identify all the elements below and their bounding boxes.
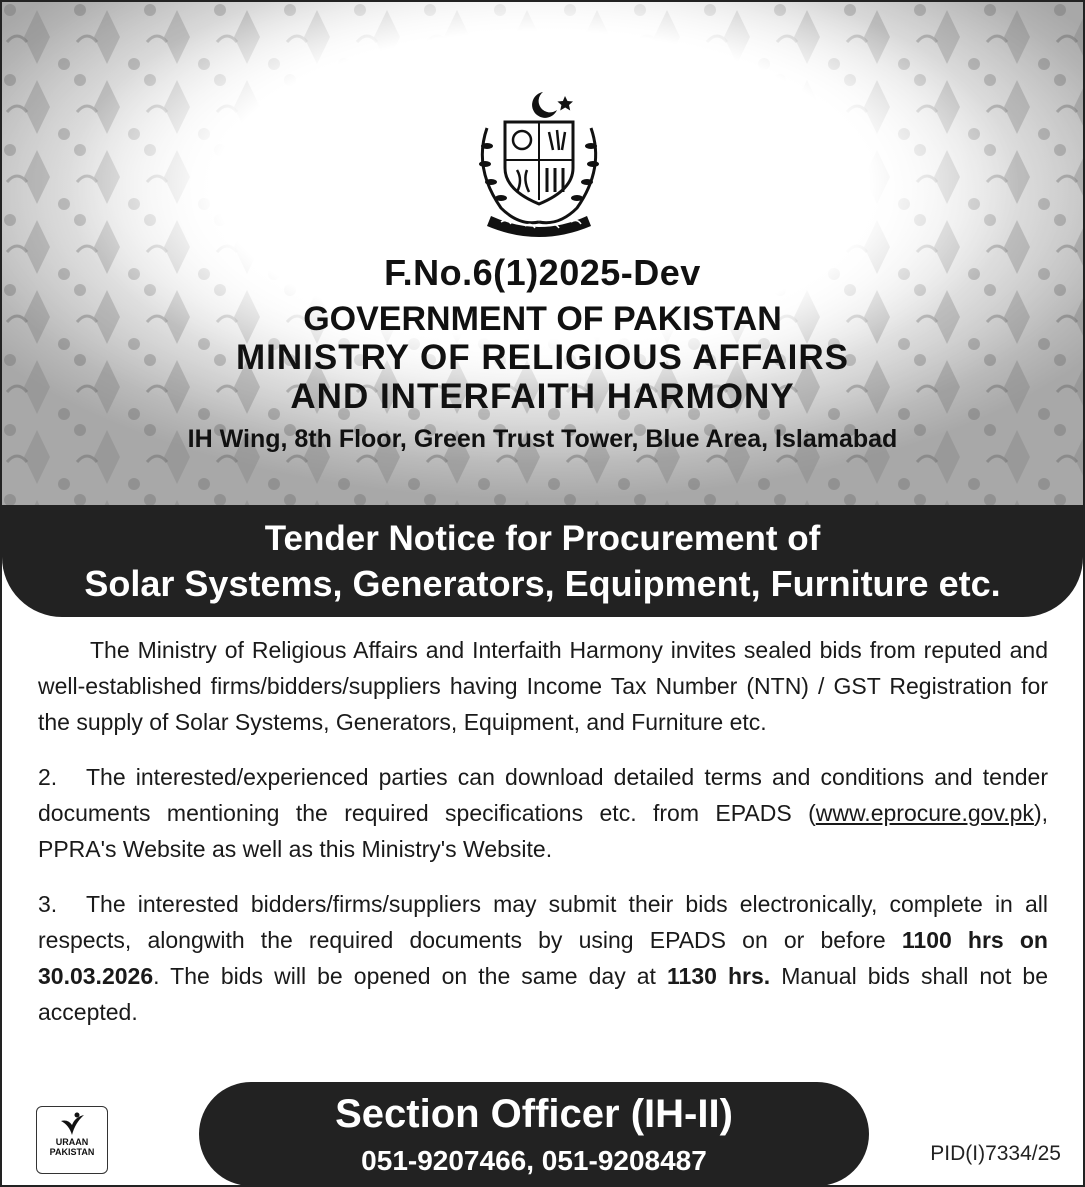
ministry-title-line1: MINISTRY OF RELIGIOUS AFFAIRS: [235, 338, 849, 377]
state-emblem: [465, 88, 613, 240]
paragraph-2-number: 2.: [38, 764, 58, 790]
uraan-pakistan-logo: [36, 1106, 108, 1174]
tender-title-banner: [2, 505, 1083, 617]
contact-phones: 051-9207466, 051-9208487: [361, 1145, 707, 1176]
paragraph-3: [38, 886, 1048, 1030]
paragraph-2-text: The interested/experienced parties can download detailed terms and conditions and tender documents mentioning the required specifications etc. from EPADS (: [38, 764, 1048, 826]
signatory-title: Section Officer (IH-II): [335, 1092, 733, 1136]
paragraph-3-text: The interested bidders/firms/suppliers may submit their bids electronically, complete in all respects, alongwith the required documents by using EPADS on or before: [38, 891, 1048, 953]
logo-text-line2: PAKISTAN: [49, 1147, 95, 1157]
paragraph-2: [38, 759, 1048, 867]
pid-number: PID(I)7334/25: [930, 1142, 1061, 1165]
tender-title-line2: Solar Systems, Generators, Equipment, Furniture etc.: [84, 563, 1001, 604]
bid-deadline: 1100 hrs on 30.03.2026: [38, 927, 1048, 989]
government-title: GOVERNMENT OF PAKISTAN: [303, 300, 782, 338]
paragraph-3-number: 3.: [38, 891, 58, 917]
ministry-title-line2: AND INTERFAITH HARMONY: [290, 377, 795, 416]
paragraph-3-tail: Manual bids shall not be accepted.: [38, 963, 1049, 1025]
tender-title-line1: Tender Notice for Procurement of: [264, 519, 821, 558]
signature-block: [199, 1082, 869, 1186]
letterhead: [2, 252, 1083, 454]
epads-link[interactable]: www.eprocure.gov.pk: [815, 800, 1034, 826]
bid-opening-time: 1130 hrs.: [667, 963, 771, 989]
notice-body: [38, 632, 1048, 1049]
paragraph-2-tail: ), PPRA's Website as well as this Ministry's Website.: [38, 800, 1048, 862]
paragraph-1: The Ministry of Religious Affairs and Interfaith Harmony invites sealed bids from reputed and well-established firms/bidders/suppliers having Income Tax Number (NTN) / GST Registration for the supply of Solar Systems, Generators, Equipment, and Furniture etc.: [38, 637, 1048, 735]
file-number: F.No.6(1)2025-Dev: [384, 252, 701, 293]
paragraph-3-mid: . The bids will be opened on the same day at: [153, 963, 668, 989]
bird-icon: [57, 1111, 87, 1137]
ministry-address: IH Wing, 8th Floor, Green Trust Tower, Blue Area, Islamabad: [187, 425, 898, 453]
logo-text-line1: URAAN: [55, 1137, 89, 1147]
